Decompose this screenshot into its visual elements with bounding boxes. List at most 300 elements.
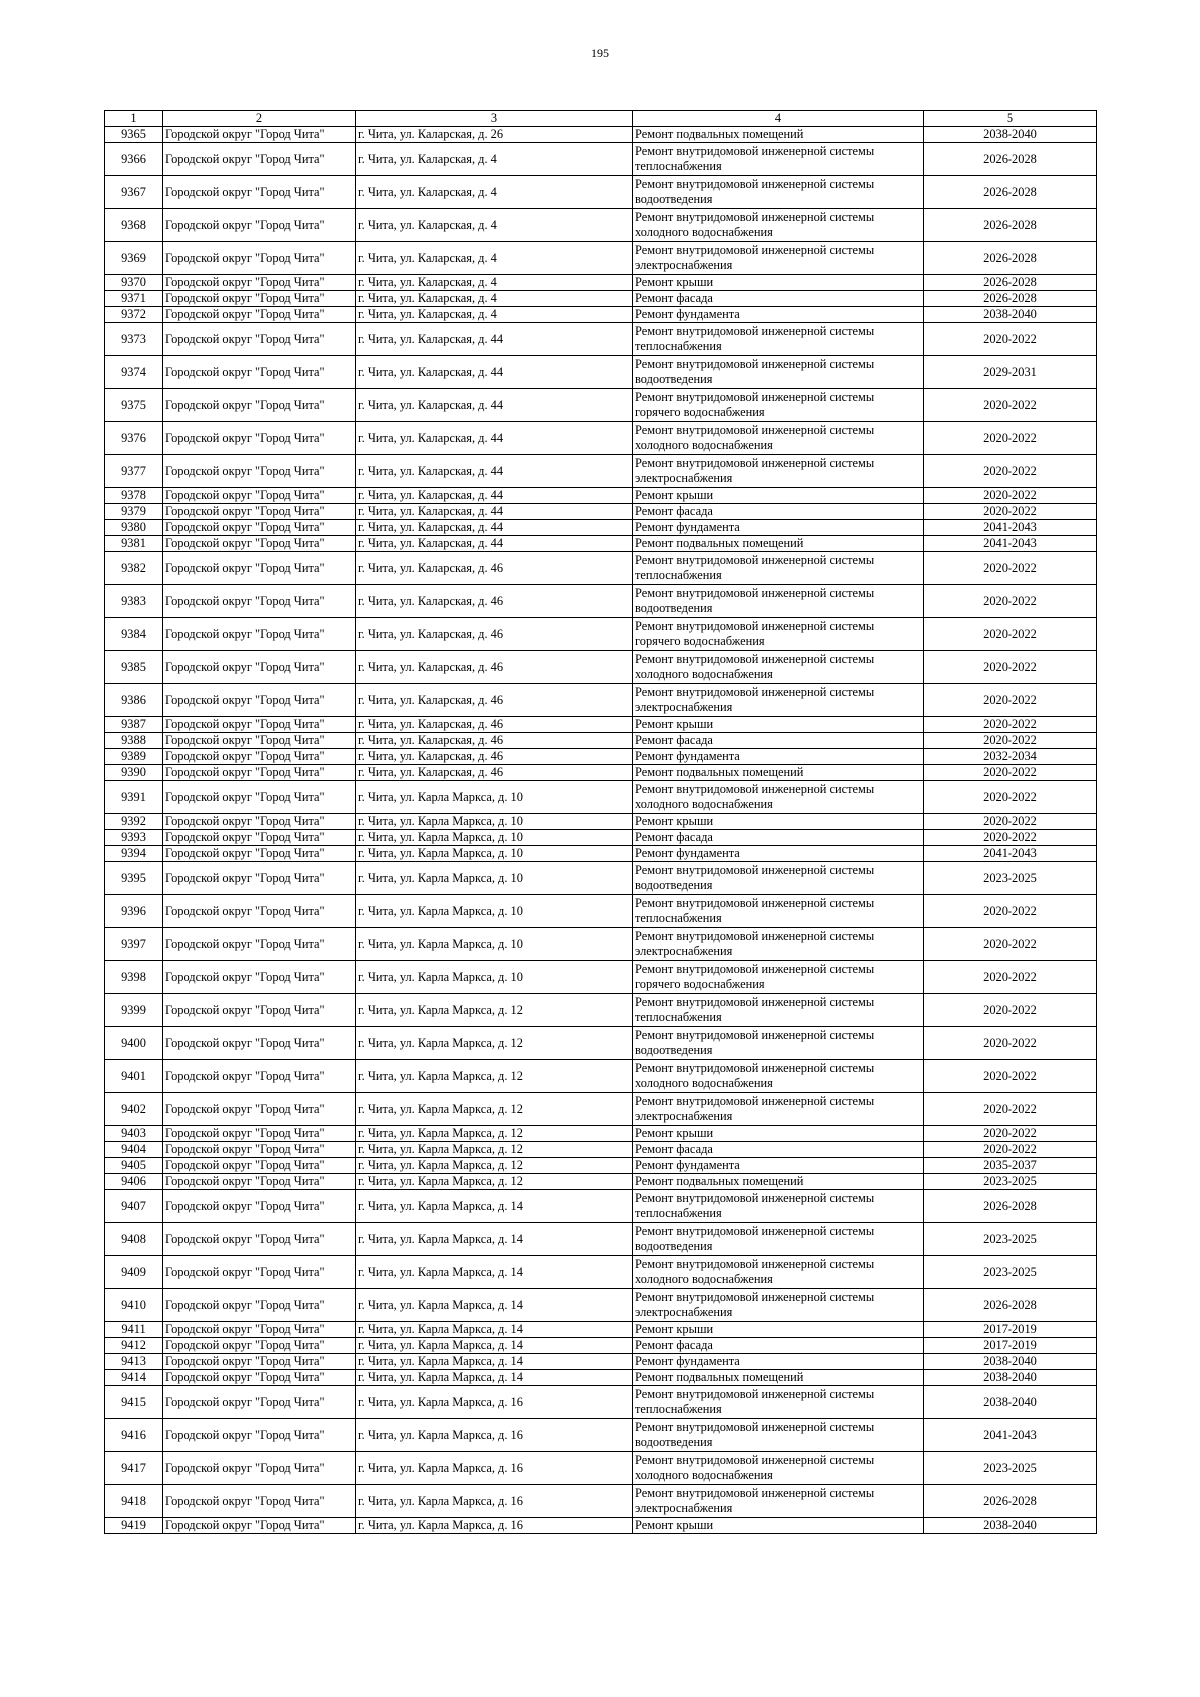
row-number-cell: 9391 <box>105 781 163 814</box>
work-type-cell: Ремонт крыши <box>633 717 924 733</box>
municipality-cell: Городской округ "Город Чита" <box>163 520 356 536</box>
work-type-cell: Ремонт фундамента <box>633 1354 924 1370</box>
work-type-cell: Ремонт подвальных помещений <box>633 127 924 143</box>
table-row <box>105 994 1097 1027</box>
row-number-cell: 9389 <box>105 749 163 765</box>
municipality-cell: Городской округ "Город Чита" <box>163 1289 356 1322</box>
municipality-cell: Городской округ "Город Чита" <box>163 585 356 618</box>
work-type-cell: Ремонт внутридомовой инженерной системы холодного водоснабжения <box>633 209 924 242</box>
municipality-cell: Городской округ "Город Чита" <box>163 504 356 520</box>
municipality-cell: Городской округ "Город Чита" <box>163 275 356 291</box>
table-row <box>105 846 1097 862</box>
row-number-cell: 9402 <box>105 1093 163 1126</box>
address-cell: г. Чита, ул. Карла Маркса, д. 12 <box>356 994 633 1027</box>
row-number-cell: 9398 <box>105 961 163 994</box>
period-cell: 2020-2022 <box>924 1126 1097 1142</box>
table-row <box>105 765 1097 781</box>
period-cell: 2023-2025 <box>924 862 1097 895</box>
work-type-cell: Ремонт внутридомовой инженерной системы холодного водоснабжения <box>633 1256 924 1289</box>
table-row <box>105 422 1097 455</box>
table-row <box>105 1322 1097 1338</box>
municipality-cell: Городской округ "Город Чита" <box>163 895 356 928</box>
table-row <box>105 895 1097 928</box>
row-number-cell: 9382 <box>105 552 163 585</box>
municipality-cell: Городской округ "Город Чита" <box>163 994 356 1027</box>
work-type-cell: Ремонт внутридомовой инженерной системы теплоснабжения <box>633 994 924 1027</box>
row-number-cell: 9385 <box>105 651 163 684</box>
table-row <box>105 291 1097 307</box>
address-cell: г. Чита, ул. Каларская, д. 4 <box>356 242 633 275</box>
work-type-cell: Ремонт фундамента <box>633 846 924 862</box>
address-cell: г. Чита, ул. Карла Маркса, д. 12 <box>356 1142 633 1158</box>
municipality-cell: Городской округ "Город Чита" <box>163 733 356 749</box>
row-number-cell: 9406 <box>105 1174 163 1190</box>
table-row <box>105 455 1097 488</box>
table-row <box>105 127 1097 143</box>
row-number-cell: 9403 <box>105 1126 163 1142</box>
work-type-cell: Ремонт внутридомовой инженерной системы водоотведения <box>633 1027 924 1060</box>
row-number-cell: 9372 <box>105 307 163 323</box>
municipality-cell: Городской округ "Город Чита" <box>163 814 356 830</box>
municipality-cell: Городской округ "Город Чита" <box>163 830 356 846</box>
work-type-cell: Ремонт крыши <box>633 1518 924 1534</box>
period-cell: 2020-2022 <box>924 618 1097 651</box>
address-cell: г. Чита, ул. Карла Маркса, д. 14 <box>356 1256 633 1289</box>
address-cell: г. Чита, ул. Карла Маркса, д. 12 <box>356 1093 633 1126</box>
address-cell: г. Чита, ул. Карла Маркса, д. 14 <box>356 1289 633 1322</box>
address-cell: г. Чита, ул. Карла Маркса, д. 12 <box>356 1027 633 1060</box>
table-row <box>105 242 1097 275</box>
table-row <box>105 176 1097 209</box>
work-type-cell: Ремонт фасада <box>633 504 924 520</box>
address-cell: г. Чита, ул. Каларская, д. 4 <box>356 143 633 176</box>
table-row <box>105 651 1097 684</box>
period-cell: 2023-2025 <box>924 1174 1097 1190</box>
row-number-cell: 9414 <box>105 1370 163 1386</box>
table-row <box>105 928 1097 961</box>
row-number-cell: 9379 <box>105 504 163 520</box>
row-number-cell: 9392 <box>105 814 163 830</box>
column-header: 3 <box>356 111 633 127</box>
period-cell: 2020-2022 <box>924 1093 1097 1126</box>
work-type-cell: Ремонт внутридомовой инженерной системы электроснабжения <box>633 928 924 961</box>
row-number-cell: 9380 <box>105 520 163 536</box>
work-type-cell: Ремонт фундамента <box>633 749 924 765</box>
row-number-cell: 9405 <box>105 1158 163 1174</box>
municipality-cell: Городской округ "Город Чита" <box>163 1060 356 1093</box>
period-cell: 2032-2034 <box>924 749 1097 765</box>
table-row <box>105 536 1097 552</box>
municipality-cell: Городской округ "Город Чита" <box>163 552 356 585</box>
period-cell: 2020-2022 <box>924 781 1097 814</box>
municipality-cell: Городской округ "Город Чита" <box>163 651 356 684</box>
address-cell: г. Чита, ул. Каларская, д. 46 <box>356 651 633 684</box>
table-row <box>105 1518 1097 1534</box>
address-cell: г. Чита, ул. Карла Маркса, д. 16 <box>356 1386 633 1419</box>
work-type-cell: Ремонт внутридомовой инженерной системы водоотведения <box>633 1419 924 1452</box>
address-cell: г. Чита, ул. Каларская, д. 44 <box>356 504 633 520</box>
period-cell: 2029-2031 <box>924 356 1097 389</box>
table-row <box>105 389 1097 422</box>
period-cell: 2020-2022 <box>924 1142 1097 1158</box>
work-type-cell: Ремонт фундамента <box>633 307 924 323</box>
municipality-cell: Городской округ "Город Чита" <box>163 1158 356 1174</box>
period-cell: 2020-2022 <box>924 928 1097 961</box>
row-number-cell: 9396 <box>105 895 163 928</box>
table-row <box>105 275 1097 291</box>
period-cell: 2035-2037 <box>924 1158 1097 1174</box>
period-cell: 2041-2043 <box>924 1419 1097 1452</box>
table-row <box>105 717 1097 733</box>
row-number-cell: 9393 <box>105 830 163 846</box>
row-number-cell: 9367 <box>105 176 163 209</box>
table-row <box>105 1338 1097 1354</box>
municipality-cell: Городской округ "Город Чита" <box>163 536 356 552</box>
period-cell: 2026-2028 <box>924 291 1097 307</box>
work-type-cell: Ремонт подвальных помещений <box>633 536 924 552</box>
period-cell: 2026-2028 <box>924 209 1097 242</box>
municipality-cell: Городской округ "Город Чита" <box>163 455 356 488</box>
work-type-cell: Ремонт внутридомовой инженерной системы теплоснабжения <box>633 1190 924 1223</box>
work-type-cell: Ремонт внутридомовой инженерной системы теплоснабжения <box>633 552 924 585</box>
address-cell: г. Чита, ул. Карла Маркса, д. 10 <box>356 961 633 994</box>
table-row <box>105 1027 1097 1060</box>
period-cell: 2026-2028 <box>924 275 1097 291</box>
row-number-cell: 9373 <box>105 323 163 356</box>
period-cell: 2020-2022 <box>924 765 1097 781</box>
address-cell: г. Чита, ул. Карла Маркса, д. 14 <box>356 1322 633 1338</box>
work-type-cell: Ремонт внутридомовой инженерной системы электроснабжения <box>633 455 924 488</box>
table-row <box>105 307 1097 323</box>
row-number-cell: 9418 <box>105 1485 163 1518</box>
row-number-cell: 9413 <box>105 1354 163 1370</box>
table-row <box>105 1354 1097 1370</box>
municipality-cell: Городской округ "Город Чита" <box>163 1518 356 1534</box>
work-type-cell: Ремонт крыши <box>633 814 924 830</box>
work-type-cell: Ремонт внутридомовой инженерной системы электроснабжения <box>633 1093 924 1126</box>
municipality-cell: Городской округ "Город Чита" <box>163 422 356 455</box>
address-cell: г. Чита, ул. Карла Маркса, д. 12 <box>356 1060 633 1093</box>
period-cell: 2020-2022 <box>924 733 1097 749</box>
table-row <box>105 1126 1097 1142</box>
period-cell: 2020-2022 <box>924 961 1097 994</box>
address-cell: г. Чита, ул. Каларская, д. 4 <box>356 176 633 209</box>
table-row <box>105 1174 1097 1190</box>
work-type-cell: Ремонт фасада <box>633 1142 924 1158</box>
work-type-cell: Ремонт внутридомовой инженерной системы электроснабжения <box>633 1289 924 1322</box>
row-number-cell: 9369 <box>105 242 163 275</box>
address-cell: г. Чита, ул. Каларская, д. 46 <box>356 717 633 733</box>
address-cell: г. Чита, ул. Каларская, д. 26 <box>356 127 633 143</box>
municipality-cell: Городской округ "Город Чита" <box>163 307 356 323</box>
address-cell: г. Чита, ул. Каларская, д. 46 <box>356 684 633 717</box>
address-cell: г. Чита, ул. Каларская, д. 44 <box>356 323 633 356</box>
row-number-cell: 9371 <box>105 291 163 307</box>
row-number-cell: 9366 <box>105 143 163 176</box>
municipality-cell: Городской округ "Город Чита" <box>163 323 356 356</box>
table-row <box>105 143 1097 176</box>
address-cell: г. Чита, ул. Каларская, д. 44 <box>356 536 633 552</box>
work-type-cell: Ремонт крыши <box>633 1322 924 1338</box>
work-type-cell: Ремонт внутридомовой инженерной системы теплоснабжения <box>633 323 924 356</box>
work-type-cell: Ремонт внутридомовой инженерной системы водоотведения <box>633 862 924 895</box>
table-row <box>105 733 1097 749</box>
table-row <box>105 830 1097 846</box>
row-number-cell: 9377 <box>105 455 163 488</box>
period-cell: 2023-2025 <box>924 1256 1097 1289</box>
municipality-cell: Городской округ "Город Чита" <box>163 488 356 504</box>
row-number-cell: 9383 <box>105 585 163 618</box>
municipality-cell: Городской округ "Город Чита" <box>163 781 356 814</box>
municipality-cell: Городской округ "Город Чита" <box>163 1223 356 1256</box>
address-cell: г. Чита, ул. Каларская, д. 44 <box>356 389 633 422</box>
address-cell: г. Чита, ул. Каларская, д. 4 <box>356 209 633 242</box>
period-cell: 2026-2028 <box>924 176 1097 209</box>
work-type-cell: Ремонт внутридомовой инженерной системы холодного водоснабжения <box>633 781 924 814</box>
period-cell: 2020-2022 <box>924 488 1097 504</box>
table-row <box>105 1256 1097 1289</box>
table-row <box>105 323 1097 356</box>
row-number-cell: 9390 <box>105 765 163 781</box>
address-cell: г. Чита, ул. Карла Маркса, д. 14 <box>356 1190 633 1223</box>
row-number-cell: 9404 <box>105 1142 163 1158</box>
row-number-cell: 9388 <box>105 733 163 749</box>
municipality-cell: Городской округ "Город Чита" <box>163 356 356 389</box>
period-cell: 2017-2019 <box>924 1338 1097 1354</box>
row-number-cell: 9411 <box>105 1322 163 1338</box>
municipality-cell: Городской округ "Город Чита" <box>163 846 356 862</box>
municipality-cell: Городской округ "Город Чита" <box>163 1354 356 1370</box>
row-number-cell: 9376 <box>105 422 163 455</box>
row-number-cell: 9378 <box>105 488 163 504</box>
table-row <box>105 749 1097 765</box>
table-row <box>105 1223 1097 1256</box>
work-type-cell: Ремонт внутридомовой инженерной системы теплоснабжения <box>633 1386 924 1419</box>
municipality-cell: Городской округ "Город Чита" <box>163 684 356 717</box>
period-cell: 2020-2022 <box>924 585 1097 618</box>
address-cell: г. Чита, ул. Карла Маркса, д. 14 <box>356 1370 633 1386</box>
row-number-cell: 9374 <box>105 356 163 389</box>
period-cell: 2023-2025 <box>924 1452 1097 1485</box>
work-type-cell: Ремонт крыши <box>633 488 924 504</box>
municipality-cell: Городской округ "Город Чита" <box>163 765 356 781</box>
address-cell: г. Чита, ул. Карла Маркса, д. 10 <box>356 846 633 862</box>
municipality-cell: Городской округ "Город Чита" <box>163 749 356 765</box>
work-type-cell: Ремонт внутридомовой инженерной системы водоотведения <box>633 1223 924 1256</box>
table-row <box>105 585 1097 618</box>
table-row <box>105 1142 1097 1158</box>
address-cell: г. Чита, ул. Карла Маркса, д. 10 <box>356 862 633 895</box>
address-cell: г. Чита, ул. Каларская, д. 44 <box>356 488 633 504</box>
period-cell: 2026-2028 <box>924 1289 1097 1322</box>
table-row <box>105 1386 1097 1419</box>
row-number-cell: 9419 <box>105 1518 163 1534</box>
municipality-cell: Городской округ "Город Чита" <box>163 1027 356 1060</box>
address-cell: г. Чита, ул. Каларская, д. 46 <box>356 552 633 585</box>
period-cell: 2020-2022 <box>924 422 1097 455</box>
work-type-cell: Ремонт фасада <box>633 733 924 749</box>
period-cell: 2020-2022 <box>924 651 1097 684</box>
period-cell: 2020-2022 <box>924 455 1097 488</box>
municipality-cell: Городской округ "Город Чита" <box>163 389 356 422</box>
row-number-cell: 9409 <box>105 1256 163 1289</box>
row-number-cell: 9395 <box>105 862 163 895</box>
column-header: 4 <box>633 111 924 127</box>
row-number-cell: 9401 <box>105 1060 163 1093</box>
address-cell: г. Чита, ул. Карла Маркса, д. 12 <box>356 1158 633 1174</box>
municipality-cell: Городской округ "Город Чита" <box>163 127 356 143</box>
address-cell: г. Чита, ул. Каларская, д. 4 <box>356 307 633 323</box>
period-cell: 2017-2019 <box>924 1322 1097 1338</box>
row-number-cell: 9386 <box>105 684 163 717</box>
table-row <box>105 1485 1097 1518</box>
table-row <box>105 356 1097 389</box>
work-type-cell: Ремонт внутридомовой инженерной системы водоотведения <box>633 585 924 618</box>
row-number-cell: 9408 <box>105 1223 163 1256</box>
municipality-cell: Городской округ "Город Чита" <box>163 1452 356 1485</box>
period-cell: 2038-2040 <box>924 127 1097 143</box>
period-cell: 2038-2040 <box>924 1370 1097 1386</box>
period-cell: 2020-2022 <box>924 684 1097 717</box>
period-cell: 2038-2040 <box>924 307 1097 323</box>
address-cell: г. Чита, ул. Карла Маркса, д. 12 <box>356 1174 633 1190</box>
row-number-cell: 9375 <box>105 389 163 422</box>
work-type-cell: Ремонт внутридомовой инженерной системы холодного водоснабжения <box>633 1060 924 1093</box>
municipality-cell: Городской округ "Город Чита" <box>163 1485 356 1518</box>
column-header: 1 <box>105 111 163 127</box>
period-cell: 2020-2022 <box>924 552 1097 585</box>
period-cell: 2020-2022 <box>924 994 1097 1027</box>
municipality-cell: Городской округ "Город Чита" <box>163 1419 356 1452</box>
row-number-cell: 9387 <box>105 717 163 733</box>
work-type-cell: Ремонт фундамента <box>633 520 924 536</box>
address-cell: г. Чита, ул. Карла Маркса, д. 16 <box>356 1419 633 1452</box>
table-row <box>105 209 1097 242</box>
table-body <box>105 127 1097 1534</box>
row-number-cell: 9397 <box>105 928 163 961</box>
work-type-cell: Ремонт крыши <box>633 275 924 291</box>
period-cell: 2020-2022 <box>924 504 1097 520</box>
work-type-cell: Ремонт подвальных помещений <box>633 1174 924 1190</box>
municipality-cell: Городской округ "Город Чита" <box>163 1190 356 1223</box>
period-cell: 2026-2028 <box>924 242 1097 275</box>
table-row <box>105 814 1097 830</box>
municipality-cell: Городской округ "Город Чита" <box>163 1370 356 1386</box>
municipality-cell: Городской округ "Город Чита" <box>163 291 356 307</box>
address-cell: г. Чита, ул. Карла Маркса, д. 16 <box>356 1485 633 1518</box>
work-type-cell: Ремонт внутридомовой инженерной системы электроснабжения <box>633 684 924 717</box>
period-cell: 2026-2028 <box>924 1190 1097 1223</box>
period-cell: 2041-2043 <box>924 520 1097 536</box>
address-cell: г. Чита, ул. Каларская, д. 46 <box>356 618 633 651</box>
period-cell: 2020-2022 <box>924 323 1097 356</box>
table-row <box>105 1419 1097 1452</box>
municipality-cell: Городской округ "Город Чита" <box>163 242 356 275</box>
column-header: 2 <box>163 111 356 127</box>
row-number-cell: 9412 <box>105 1338 163 1354</box>
register-table <box>104 110 1097 1534</box>
address-cell: г. Чита, ул. Карла Маркса, д. 10 <box>356 895 633 928</box>
municipality-cell: Городской округ "Город Чита" <box>163 618 356 651</box>
work-type-cell: Ремонт внутридомовой инженерной системы горячего водоснабжения <box>633 961 924 994</box>
work-type-cell: Ремонт внутридомовой инженерной системы водоотведения <box>633 176 924 209</box>
row-number-cell: 9417 <box>105 1452 163 1485</box>
period-cell: 2020-2022 <box>924 717 1097 733</box>
row-number-cell: 9384 <box>105 618 163 651</box>
municipality-cell: Городской округ "Город Чита" <box>163 1386 356 1419</box>
table-row <box>105 1158 1097 1174</box>
row-number-cell: 9394 <box>105 846 163 862</box>
municipality-cell: Городской округ "Город Чита" <box>163 209 356 242</box>
address-cell: г. Чита, ул. Карла Маркса, д. 10 <box>356 928 633 961</box>
row-number-cell: 9399 <box>105 994 163 1027</box>
period-cell: 2041-2043 <box>924 536 1097 552</box>
row-number-cell: 9370 <box>105 275 163 291</box>
address-cell: г. Чита, ул. Каларская, д. 46 <box>356 585 633 618</box>
period-cell: 2038-2040 <box>924 1386 1097 1419</box>
table-row <box>105 504 1097 520</box>
table-row <box>105 961 1097 994</box>
address-cell: г. Чита, ул. Карла Маркса, д. 16 <box>356 1518 633 1534</box>
table-row <box>105 1452 1097 1485</box>
table-header <box>105 111 1097 127</box>
address-cell: г. Чита, ул. Каларская, д. 46 <box>356 733 633 749</box>
period-cell: 2026-2028 <box>924 1485 1097 1518</box>
work-type-cell: Ремонт внутридомовой инженерной системы теплоснабжения <box>633 143 924 176</box>
table-row <box>105 552 1097 585</box>
municipality-cell: Городской округ "Город Чита" <box>163 862 356 895</box>
period-cell: 2020-2022 <box>924 1060 1097 1093</box>
municipality-cell: Городской округ "Город Чита" <box>163 1256 356 1289</box>
municipality-cell: Городской округ "Город Чита" <box>163 143 356 176</box>
table-row <box>105 1289 1097 1322</box>
municipality-cell: Городской округ "Город Чита" <box>163 1142 356 1158</box>
table-row <box>105 1370 1097 1386</box>
work-type-cell: Ремонт внутридомовой инженерной системы электроснабжения <box>633 242 924 275</box>
table-row <box>105 488 1097 504</box>
row-number-cell: 9400 <box>105 1027 163 1060</box>
municipality-cell: Городской округ "Город Чита" <box>163 176 356 209</box>
work-type-cell: Ремонт внутридомовой инженерной системы электроснабжения <box>633 1485 924 1518</box>
work-type-cell: Ремонт внутридомовой инженерной системы холодного водоснабжения <box>633 1452 924 1485</box>
work-type-cell: Ремонт внутридомовой инженерной системы теплоснабжения <box>633 895 924 928</box>
row-number-cell: 9381 <box>105 536 163 552</box>
municipality-cell: Городской округ "Город Чита" <box>163 961 356 994</box>
period-cell: 2038-2040 <box>924 1518 1097 1534</box>
table-row <box>105 781 1097 814</box>
row-number-cell: 9368 <box>105 209 163 242</box>
address-cell: г. Чита, ул. Карла Маркса, д. 10 <box>356 830 633 846</box>
period-cell: 2023-2025 <box>924 1223 1097 1256</box>
address-cell: г. Чита, ул. Каларская, д. 4 <box>356 291 633 307</box>
column-header: 5 <box>924 111 1097 127</box>
address-cell: г. Чита, ул. Карла Маркса, д. 14 <box>356 1338 633 1354</box>
address-cell: г. Чита, ул. Карла Маркса, д. 12 <box>356 1126 633 1142</box>
table-row <box>105 1190 1097 1223</box>
period-cell: 2026-2028 <box>924 143 1097 176</box>
period-cell: 2020-2022 <box>924 830 1097 846</box>
address-cell: г. Чита, ул. Карла Маркса, д. 14 <box>356 1223 633 1256</box>
table-row <box>105 684 1097 717</box>
row-number-cell: 9407 <box>105 1190 163 1223</box>
table-row <box>105 1093 1097 1126</box>
table-row <box>105 1060 1097 1093</box>
work-type-cell: Ремонт внутридомовой инженерной системы холодного водоснабжения <box>633 651 924 684</box>
municipality-cell: Городской округ "Город Чита" <box>163 928 356 961</box>
row-number-cell: 9415 <box>105 1386 163 1419</box>
work-type-cell: Ремонт подвальных помещений <box>633 1370 924 1386</box>
work-type-cell: Ремонт внутридомовой инженерной системы горячего водоснабжения <box>633 618 924 651</box>
